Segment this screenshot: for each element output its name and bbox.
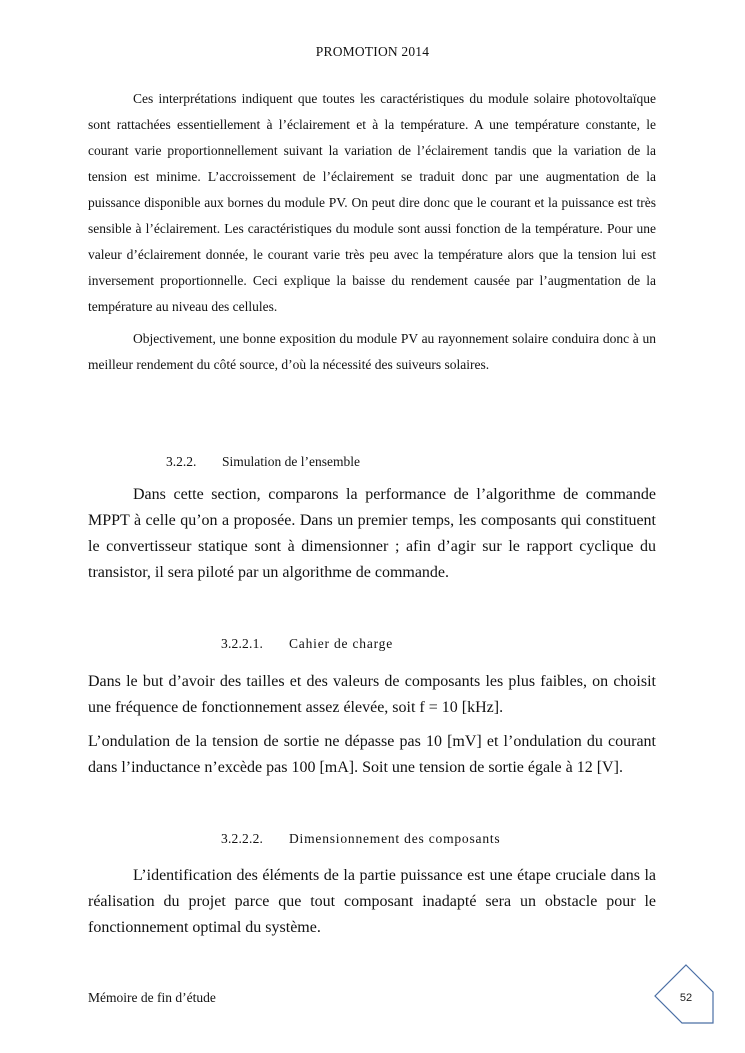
page-footer: Mémoire de fin d’étude xyxy=(88,990,216,1005)
subsection-number: 3.2.2.2. xyxy=(221,831,264,846)
section-heading xyxy=(166,454,360,470)
paragraph-interpretations: Ces interprétations indiquent que toutes les caractéristiques du module solaire photovoltaïque sont rattachées essentiellement à l’éclairement et à la température. A une température constante, le courant varie proportionnellement suivant la variation de l’éclairement tandis que la variation de la tension est minime. L’accroissement de l’éclairement se traduit donc par une augmentation de la puissance disponible aux bornes du module PV. On peut dire donc que le courant et la puissance est très sensible à l’éclairement. Les caractéristiques du module sont aussi fonction de la température. Pour une valeur d’éclairement donnée, le courant varie très peu avec la température alors que la tension lui est inversement proportionnelle. Ceci explique la baisse du rendement causée par l’augmentation de la température au niveau des cellules. xyxy=(88,91,656,314)
subsection-title: Cahier de charge xyxy=(289,636,394,651)
subsection-heading-cahier xyxy=(221,636,393,652)
paragraph-exposition: Objectivement, une bonne exposition du module PV au rayonnement solaire conduira donc à un meilleur rendement du côté source, d’où la nécessité des suiveurs solaires. xyxy=(88,331,656,372)
subsection-number: 3.2.2.1. xyxy=(221,636,264,651)
section-number: 3.2.2. xyxy=(166,454,197,469)
paragraph-frequency: Dans le but d’avoir des tailles et des valeurs de composants les plus faibles, on choisit une fréquence de fonctionnement assez élevée, soit f = 10 [kHz]. xyxy=(88,673,656,716)
paragraph-section-intro: Dans cette section, comparons la performance de l’algorithme de commande MPPT à celle qu’on a proposée. Dans un premier temps, les composants qui constituent le convertisseur statique sont à dimensionner ; afin d’agir sur le rapport cyclique du transistor, il sera piloté par un algorithme de commande. xyxy=(88,486,656,581)
page-number: 52 xyxy=(679,992,693,1004)
paragraph-identification: L’identification des éléments de la partie puissance est une étape cruciale dans la réalisation du projet parce que tout composant inadapté sera un obstacle pour le fonctionnement optimal du système. xyxy=(88,867,656,936)
subsection-heading-dimensionnement xyxy=(221,831,500,847)
page-header: PROMOTION 2014 xyxy=(315,44,430,59)
section-title: Simulation de l’ensemble xyxy=(222,454,360,469)
paragraph-ondulation: L’ondulation de la tension de sortie ne dépasse pas 10 [mV] et l’ondulation du courant dans l’inductance n’excède pas 100 [mA]. Soit une tension de sortie égale à 12 [V]. xyxy=(88,733,656,776)
subsection-title: Dimensionnement des composants xyxy=(289,831,501,846)
intro-block xyxy=(88,86,656,378)
